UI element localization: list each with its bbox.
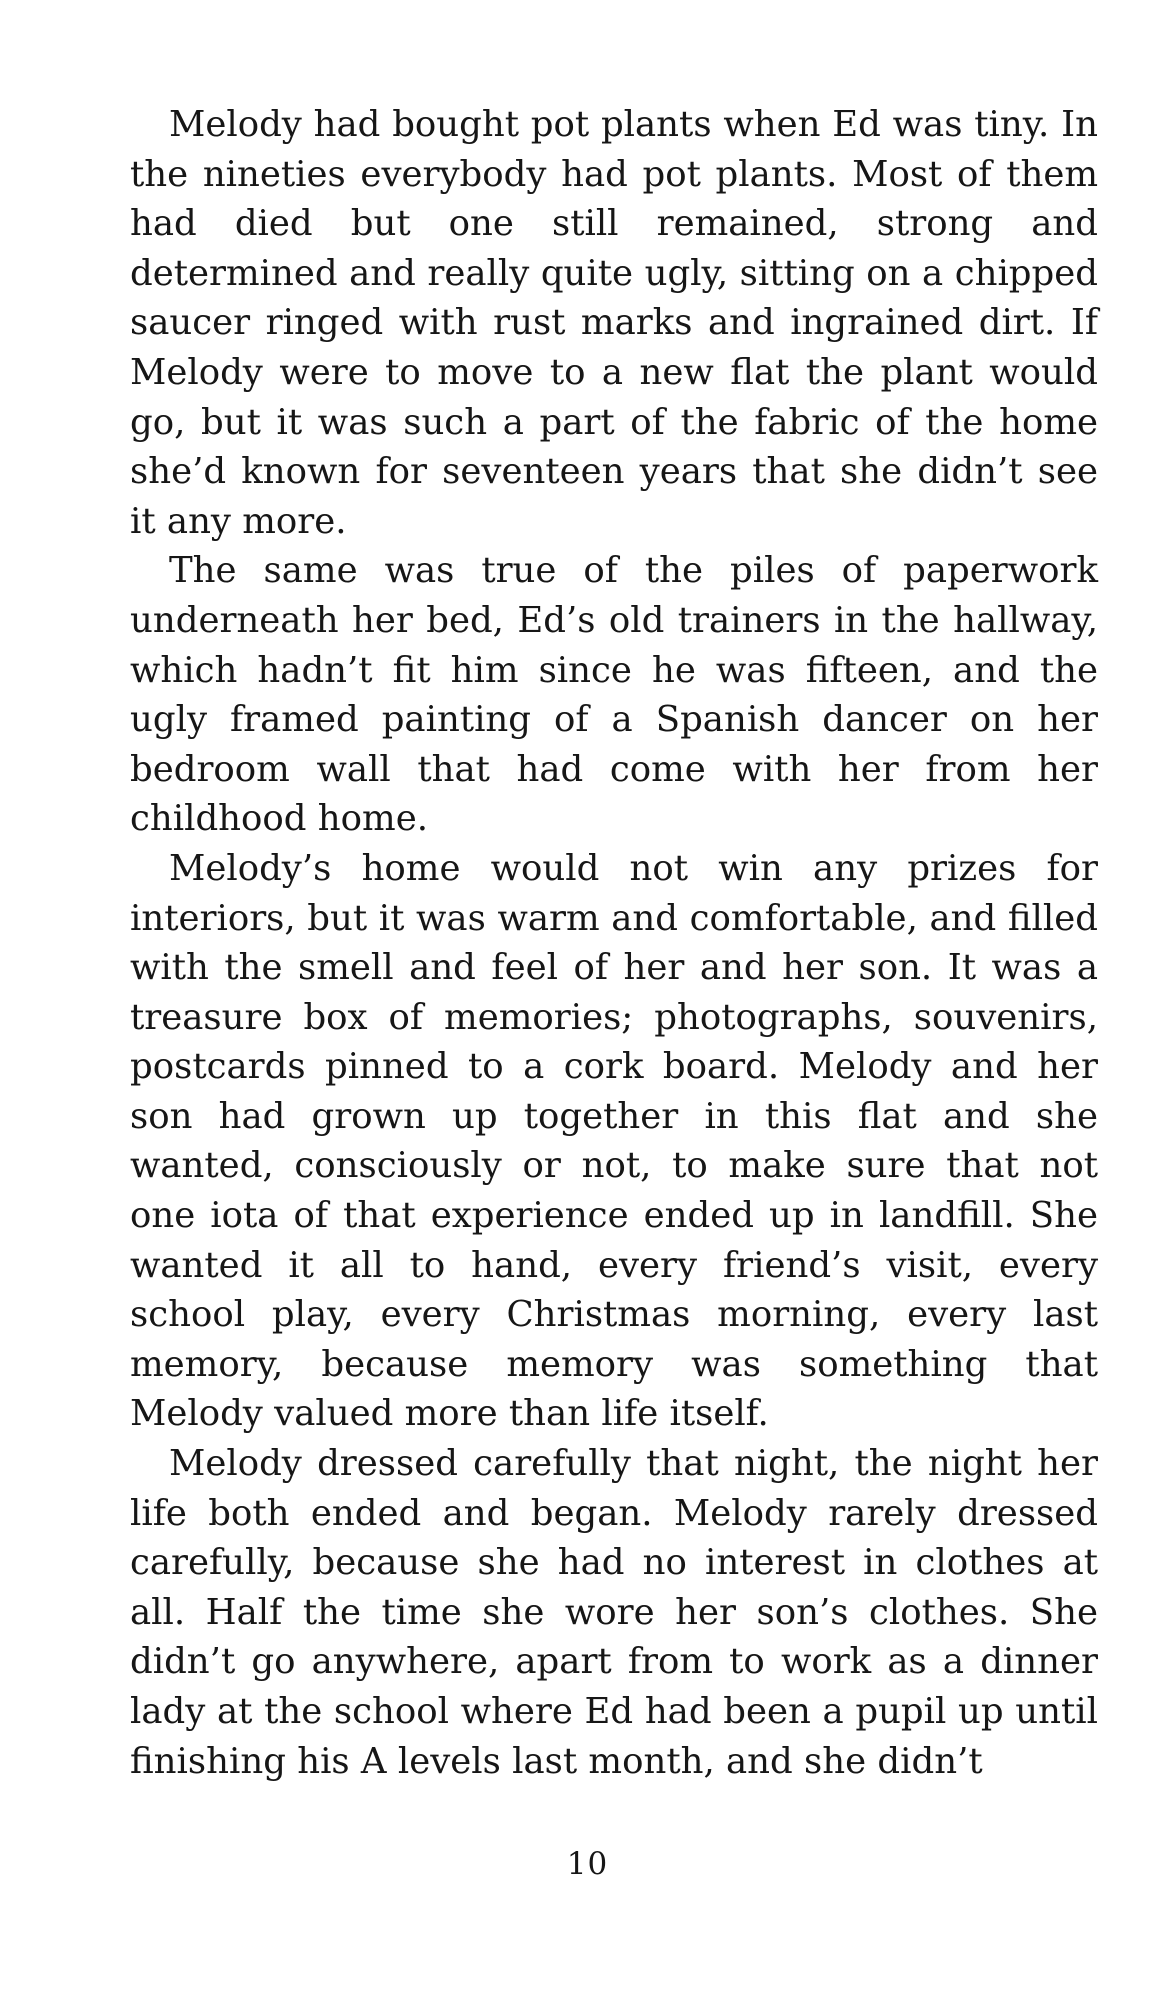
paragraph-3: Melody’s home would not win any prizes for interiors, but it was warm and comfortable, and filled with the smell and feel of her and her son. It was a treasure box of memories; photographs, souvenirs, postcards pinned to a cork board. Melody and her son had grown up together in this flat and she wanted, consciously or not, to make sure that not one iota of that experience ended up in landfill. She wanted it all to hand, every friend’s visit, every school play, every Christmas morning, every last memory, because memory was something that Melody valued more than life itself. [130, 847, 1098, 1435]
paragraph-1: Melody had bought pot plants when Ed was tiny. In the nineties everybody had pot plants. Most of them had died but one still remained, strong and determined and really quite ugly, sitting on a chipped saucer ringed with rust marks and ingrained dirt. If Melody were to move to a new flat the plant would go, but it was such a part of the fabric of the home she’d known for seventeen years that she didn’t see it any more. [130, 104, 1098, 542]
body-text [130, 100, 1098, 1786]
paragraph-4: Melody dressed carefully that night, the night her life both ended and began. Melody rarely dressed carefully, because she had no interest in clothes at all. Half the time she wore her son’s clothes. She didn’t go anywhere, apart from to work as a dinner lady at the school where Ed had been a pupil up until finishing his A levels last month, and she didn’t [130, 1443, 1098, 1782]
paragraph-2: The same was true of the piles of paperwork underneath her bed, Ed’s old trainers in the hallway, which hadn’t fit him since he was fifteen, and the ugly framed painting of a Spanish dancer on her bedroom wall that had come with her from her childhood home. [130, 550, 1098, 840]
page-number: 10 [566, 1846, 609, 1882]
